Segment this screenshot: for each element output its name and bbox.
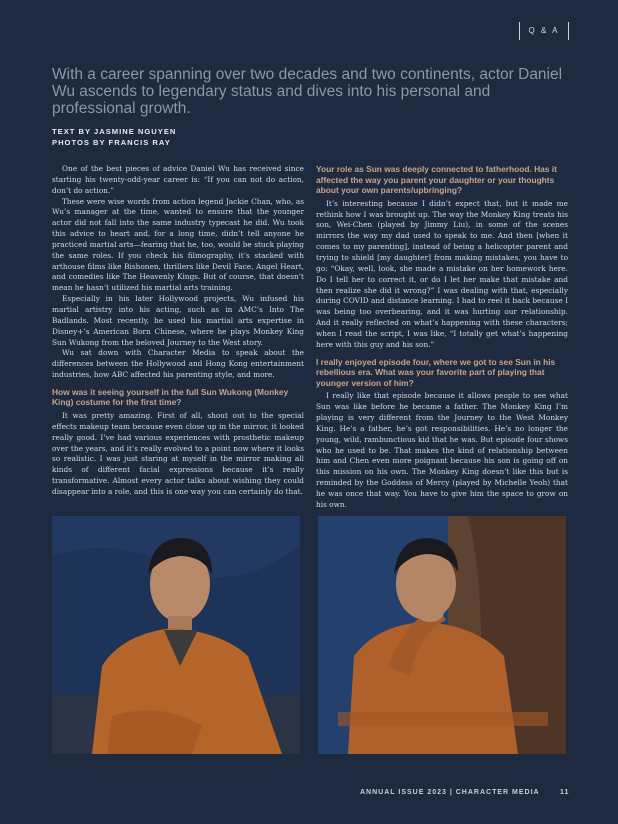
intro-paragraph-3: Especially in his later Hollywood projects, Wu infused his martial artistry into his acting, such as in AMC’s Into The Badlands. Most recently, he used his martial arts expertise in Disney+’s American Born Chinese, where he plays Monkey King Sun Wukong from the beloved Journey to the West story. — [52, 294, 304, 347]
answer-2: It’s interesting because I didn’t expect that, but it made me rethink how I was brought up. The way the Monkey King treats his son, Wei-Chen (played by Jimmy Liu), in some of the scenes mirrors the way my dad used to speak to me. And then [when it comes to my parenting], instead of being a helicopter parent and trying to shield [my daughter] from making mistakes, you have to go: “Okay, well, look, she made a mistake on her homework here. Do I tell her to correct it, or do I let her make that mistake and then realize she did it wrong?” I was dealing with that, especially during COVID and distance learning. I had to reel it back because I was being too overbearing, and it was hurting our relationship. And it really reflected on what’s happening with these characters; when I read the script, I was like, “I totally get what’s happening here with this guy and his son.” — [316, 198, 568, 349]
question-2: Your role as Sun was deeply connected to fatherhood. Has it affected the way you parent your daughter or your thoughts about your own parents/upbringing? — [316, 164, 557, 196]
section-tag: Q & A — [519, 22, 569, 40]
portrait-photo-left — [52, 516, 300, 754]
intro-paragraph-4: Wu sat down with Character Media to speak about the differences between the Hollywood and Hong Kong entertainment industries, how ABC affected his parenting style, and more. — [52, 348, 304, 380]
answer-3: I really like that episode because it allows people to see what Sun was like before he became a father. The Monkey King I’m playing is very different from the Journey to the West Monkey King. He’s a father, he’s got responsibilities. He’s no longer the young, wild, rambunctious kid that he was. But episode four shows who he used to be. That makes the kind of relationship between him and Chen even more poignant because his son is going off on this mission on his own. The Monkey King doesn’t like this but is reminded by the Goddess of Mercy (played by Michelle Yeoh) that he was once that way. You have to give him the space to grow on his own. — [316, 391, 568, 509]
page-number: 11 — [560, 789, 570, 796]
portrait-illustration-right — [318, 516, 566, 754]
portrait-illustration-left — [52, 516, 300, 754]
issue-label: ANNUAL ISSUE 2023 | CHARACTER MEDIA — [360, 789, 540, 796]
article-deck: With a career spanning over two decades and two continents, actor Daniel Wu ascends to legendary status and dives into his personal and professional growth. — [52, 66, 563, 117]
intro-paragraph-1: One of the best pieces of advice Daniel Wu has received since starting his twenty-odd-year career is: “If you can not do action, don’t do action.” — [52, 164, 304, 195]
portrait-photo-right — [318, 516, 566, 754]
photo-credit: PHOTOS BY FRANCIS RAY — [52, 138, 171, 147]
question-1: How was it seeing yourself in the full Sun Wukong (Monkey King) costume for the first time? — [52, 386, 289, 408]
question-3: I really enjoyed episode four, where we got to see Sun in his rebellious era. What was your favorite part of playing that younger version of him? — [316, 356, 556, 388]
page-footer — [360, 789, 570, 796]
intro-paragraph-2: These were wise words from action legend Jackie Chan, who, as Wu’s manager at the time, wanted to ensure that the younger actor did not fall into the same industry typecast he did. Wu took this advice to heart and, for a long time, didn’t tell anyone he practiced martial arts—fearing that he, too, would be stuck playing the same roles. If you check his filmography, it’s stacked with arthouse films like Bishonen, thrillers like Devil Face, Angel Heart, and comedies like The Heavenly Kings. But of course, that doesn’t mean he hasn’t utilized his martial arts training. — [52, 196, 304, 293]
right-column — [316, 164, 568, 511]
answer-1: It was pretty amazing. First of all, shout out to the special effects makeup team because even close up in the mirror, it looked really good. I’ve had various experiences with prosthetic makeup over the years, and it’s really evolved to a point now where it looks so realistic. I was just staring at myself in the mirror making all kinds of different facial expressions because it’s really transformative. Almost every actor talks about wishing they could disappear into a role, and this is one way you can certainly do that. — [52, 411, 304, 496]
text-credit: TEXT BY JASMINE NGUYEN — [52, 127, 177, 136]
article-credits — [52, 126, 176, 148]
left-column — [52, 164, 304, 498]
